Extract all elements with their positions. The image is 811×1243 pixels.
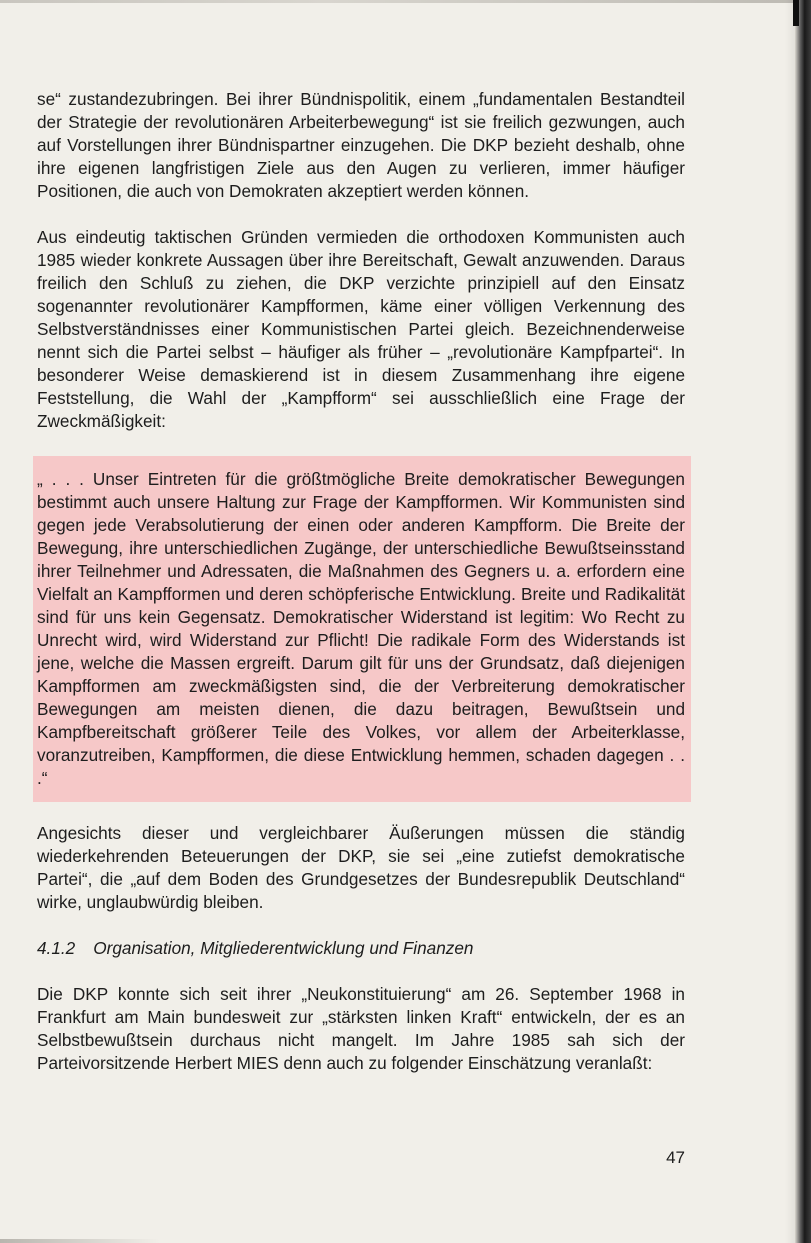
section-number: 4.1.2 <box>37 938 76 958</box>
scan-edge-right <box>795 0 811 1243</box>
highlighted-quote <box>33 456 691 802</box>
text-body <box>37 88 685 1098</box>
scan-mark <box>793 0 799 26</box>
scan-edge-bottom <box>0 1239 160 1243</box>
paragraph-4: Die DKP konnte sich seit ihrer „Neukonstituierung“ am 26. September 1968 in Frankfurt am Main bundesweit zur „stärksten linken Kraft“ entwickeln, der es an Selbstbewußtsein durchaus nicht mangelt. Im Jahre 1985 sah sich der Parteivorsitzende Herbert MIES denn auch zu folgender Einschätzung veranlaßt: <box>37 984 685 1073</box>
scan-shadow-right <box>785 0 795 1243</box>
scan-edge-top <box>0 0 811 3</box>
page-number: 47 <box>666 1148 685 1167</box>
section-heading <box>37 937 685 960</box>
quote-text: „ . . . Unser Eintreten für die größtmögliche Breite demokratischer Bewegungen bestimmt auch unsere Haltung zur Frage der Kampfformen. Wir Kommunisten sind gegen jede Verabsolutierung der einen oder anderen Kampfform. Die Breite der Bewegung, ihre unterschiedlichen Zugänge, der unterschiedliche Bewußtseinsstand ihrer Teilnehmer und Adressaten, die Maßnahmen des Gegners u. a. erfordern eine Vielfalt an Kampfformen und deren schöpferische Entwicklung. Breite und Radikalität sind für uns kein Gegensatz. Demokratischer Widerstand ist legitim: Wo Recht zu Unrecht wird, wird Widerstand zur Pflicht! Die radikale Form des Widerstands ist jene, welche die Massen ergreift. Darum gilt für uns der Grundsatz, daß diejenigen Kampfformen am zweckmäßigsten sind, die der Verbreiterung demokratischer Bewegungen am meisten dienen, die dazu beitragen, Bewußtsein und Kampfbereitschaft größerer Teile des Volkes, vor allem der Arbeiterklasse, voranzutreiben, Kampfformen, die diese Entwicklung hemmen, schaden dagegen . . .“ <box>37 469 685 788</box>
paragraph-1: se“ zustandezubringen. Bei ihrer Bündnispolitik, einem „fundamentalen Bestandteil der Strategie der revolutionären Arbeiterbewegung“ ist sie freilich gezwungen, auch auf Vorstellungen ihrer Bündnispartner einzugehen. Die DKP bezieht deshalb, ohne ihre eigenen langfristigen Ziele aus den Augen zu verlieren, immer häufiger Positionen, die auch von Demokraten akzeptiert werden können. <box>37 89 685 201</box>
section-title: Organisation, Mitgliederentwicklung und Finanzen <box>93 938 474 958</box>
paragraph-3: Angesichts dieser und vergleichbarer Äußerungen müssen die ständig wiederkehrenden Beteuerungen der DKP, sie sei „eine zutiefst demokratische Partei“, die „auf dem Boden des Grundgesetzes der Bundesrepublik Deutschland“ wirke, unglaubwürdig bleiben. <box>37 823 685 912</box>
paragraph-2: Aus eindeutig taktischen Gründen vermieden die orthodoxen Kommunisten auch 1985 wieder konkrete Aussagen über ihre Bereitschaft, Gewalt anzuwenden. Daraus freilich den Schluß zu ziehen, die DKP verzichte prinzipiell auf den Einsatz sogenannter revolutionärer Kampfformen, käme einer völligen Verkennung des Selbstverständnisses einer Kommunistischen Partei gleich. Bezeichnenderweise nennt sich die Partei selbst – häufiger als früher – „revolutionäre Kampfpartei“. In besonderer Weise demaskierend ist in diesem Zusammenhang ihre eigene Feststellung, die Wahl der „Kampfform“ sei ausschließlich eine Frage der Zweckmäßigkeit: <box>37 227 685 431</box>
